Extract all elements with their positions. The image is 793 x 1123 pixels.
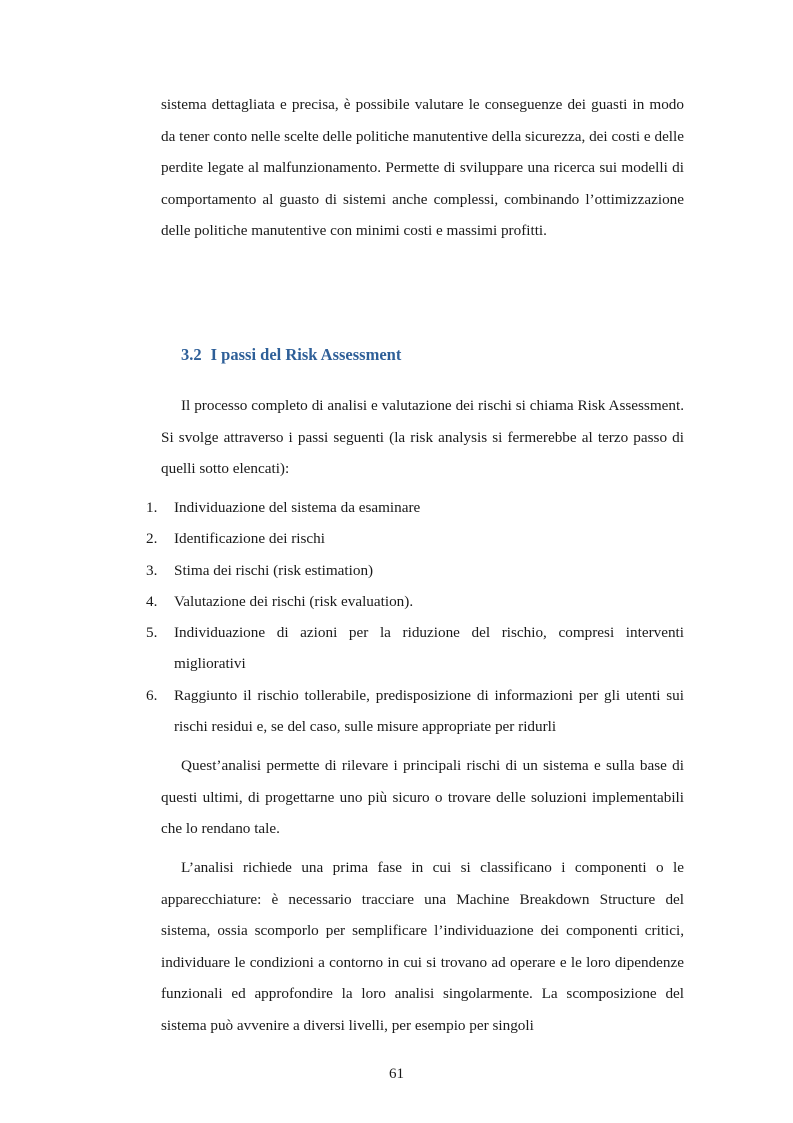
list-item [146, 617, 684, 680]
page-number: 61 [389, 1066, 404, 1082]
list-item-text: Individuazione del sistema da esaminare [174, 499, 421, 516]
list-item-number: 2. [146, 530, 158, 548]
paragraph-intro: Il processo completo di analisi e valutazione dei rischi si chiama Risk Assessment. Si svolge attraverso i passi seguenti (la risk analysis si fermerebbe al terzo passo di quelli sotto elencati): [161, 397, 684, 478]
list-item [146, 555, 684, 586]
list-item [146, 492, 684, 523]
list-item-text: Raggiunto il rischio tollerabile, predisposizione di informazioni per gli utenti sui rischi residui e, se del caso, sulle misure appropriate per ridurli [174, 686, 684, 736]
list-item [146, 680, 684, 743]
list-item-number: 6. [146, 686, 158, 704]
list-item-number: 5. [146, 624, 158, 642]
list-item [146, 586, 684, 617]
list-item-text: Individuazione di azioni per la riduzione del rischio, compresi interventi migliorativi [174, 624, 684, 673]
list-item-text: Identificazione dei rischi [174, 530, 325, 548]
steps-list [146, 492, 684, 742]
section-title: I passi del Risk Assessment [210, 345, 402, 364]
section-heading [181, 341, 401, 369]
section-number: 3.2 [181, 345, 202, 364]
list-item-text: Valutazione dei rischi (risk evaluation). [174, 592, 414, 610]
list-item-text: Stima dei rischi (risk estimation) [174, 561, 374, 579]
list-item-number: 3. [146, 561, 158, 579]
list-item-number: 4. [146, 592, 158, 610]
paragraph-breakdown: L’analisi richiede una prima fase in cui si classificano i componenti o le apparecchiature: è necessario tracciare una Machine Breakdown Structure del sistema, ossia scomporlo per semplificare l’individuazione dei componenti critici, individuare le condizioni a contorno in cui si trovano ad operare e le loro dipendenze funzionali ed approfondire la loro analisi singolarmente. La scomposizione del sistema può avvenire a diversi livelli, per esempio per singoli [161, 859, 684, 1034]
paragraph-analysis: Quest’analisi permette di rilevare i principali rischi di un sistema e sulla base di questi ultimi, di progettarne uno più sicuro o trovare delle soluzioni implementabili che lo rendano tale. [161, 757, 684, 838]
list-item [146, 523, 684, 554]
paragraph-continuation: sistema dettagliata e precisa, è possibile valutare le conseguenze dei guasti in modo da tener conto nelle scelte delle politiche manutentive della sicurezza, dei costi e delle perdite legate al malfunzionamento. Permette di sviluppare una ricerca sui modelli di comportamento al guasto di sistemi anche complessi, combinando l’ottimizzazione delle politiche manutentive con minimi costi e massimi profitti. [161, 96, 684, 240]
list-item-number: 1. [146, 499, 158, 516]
